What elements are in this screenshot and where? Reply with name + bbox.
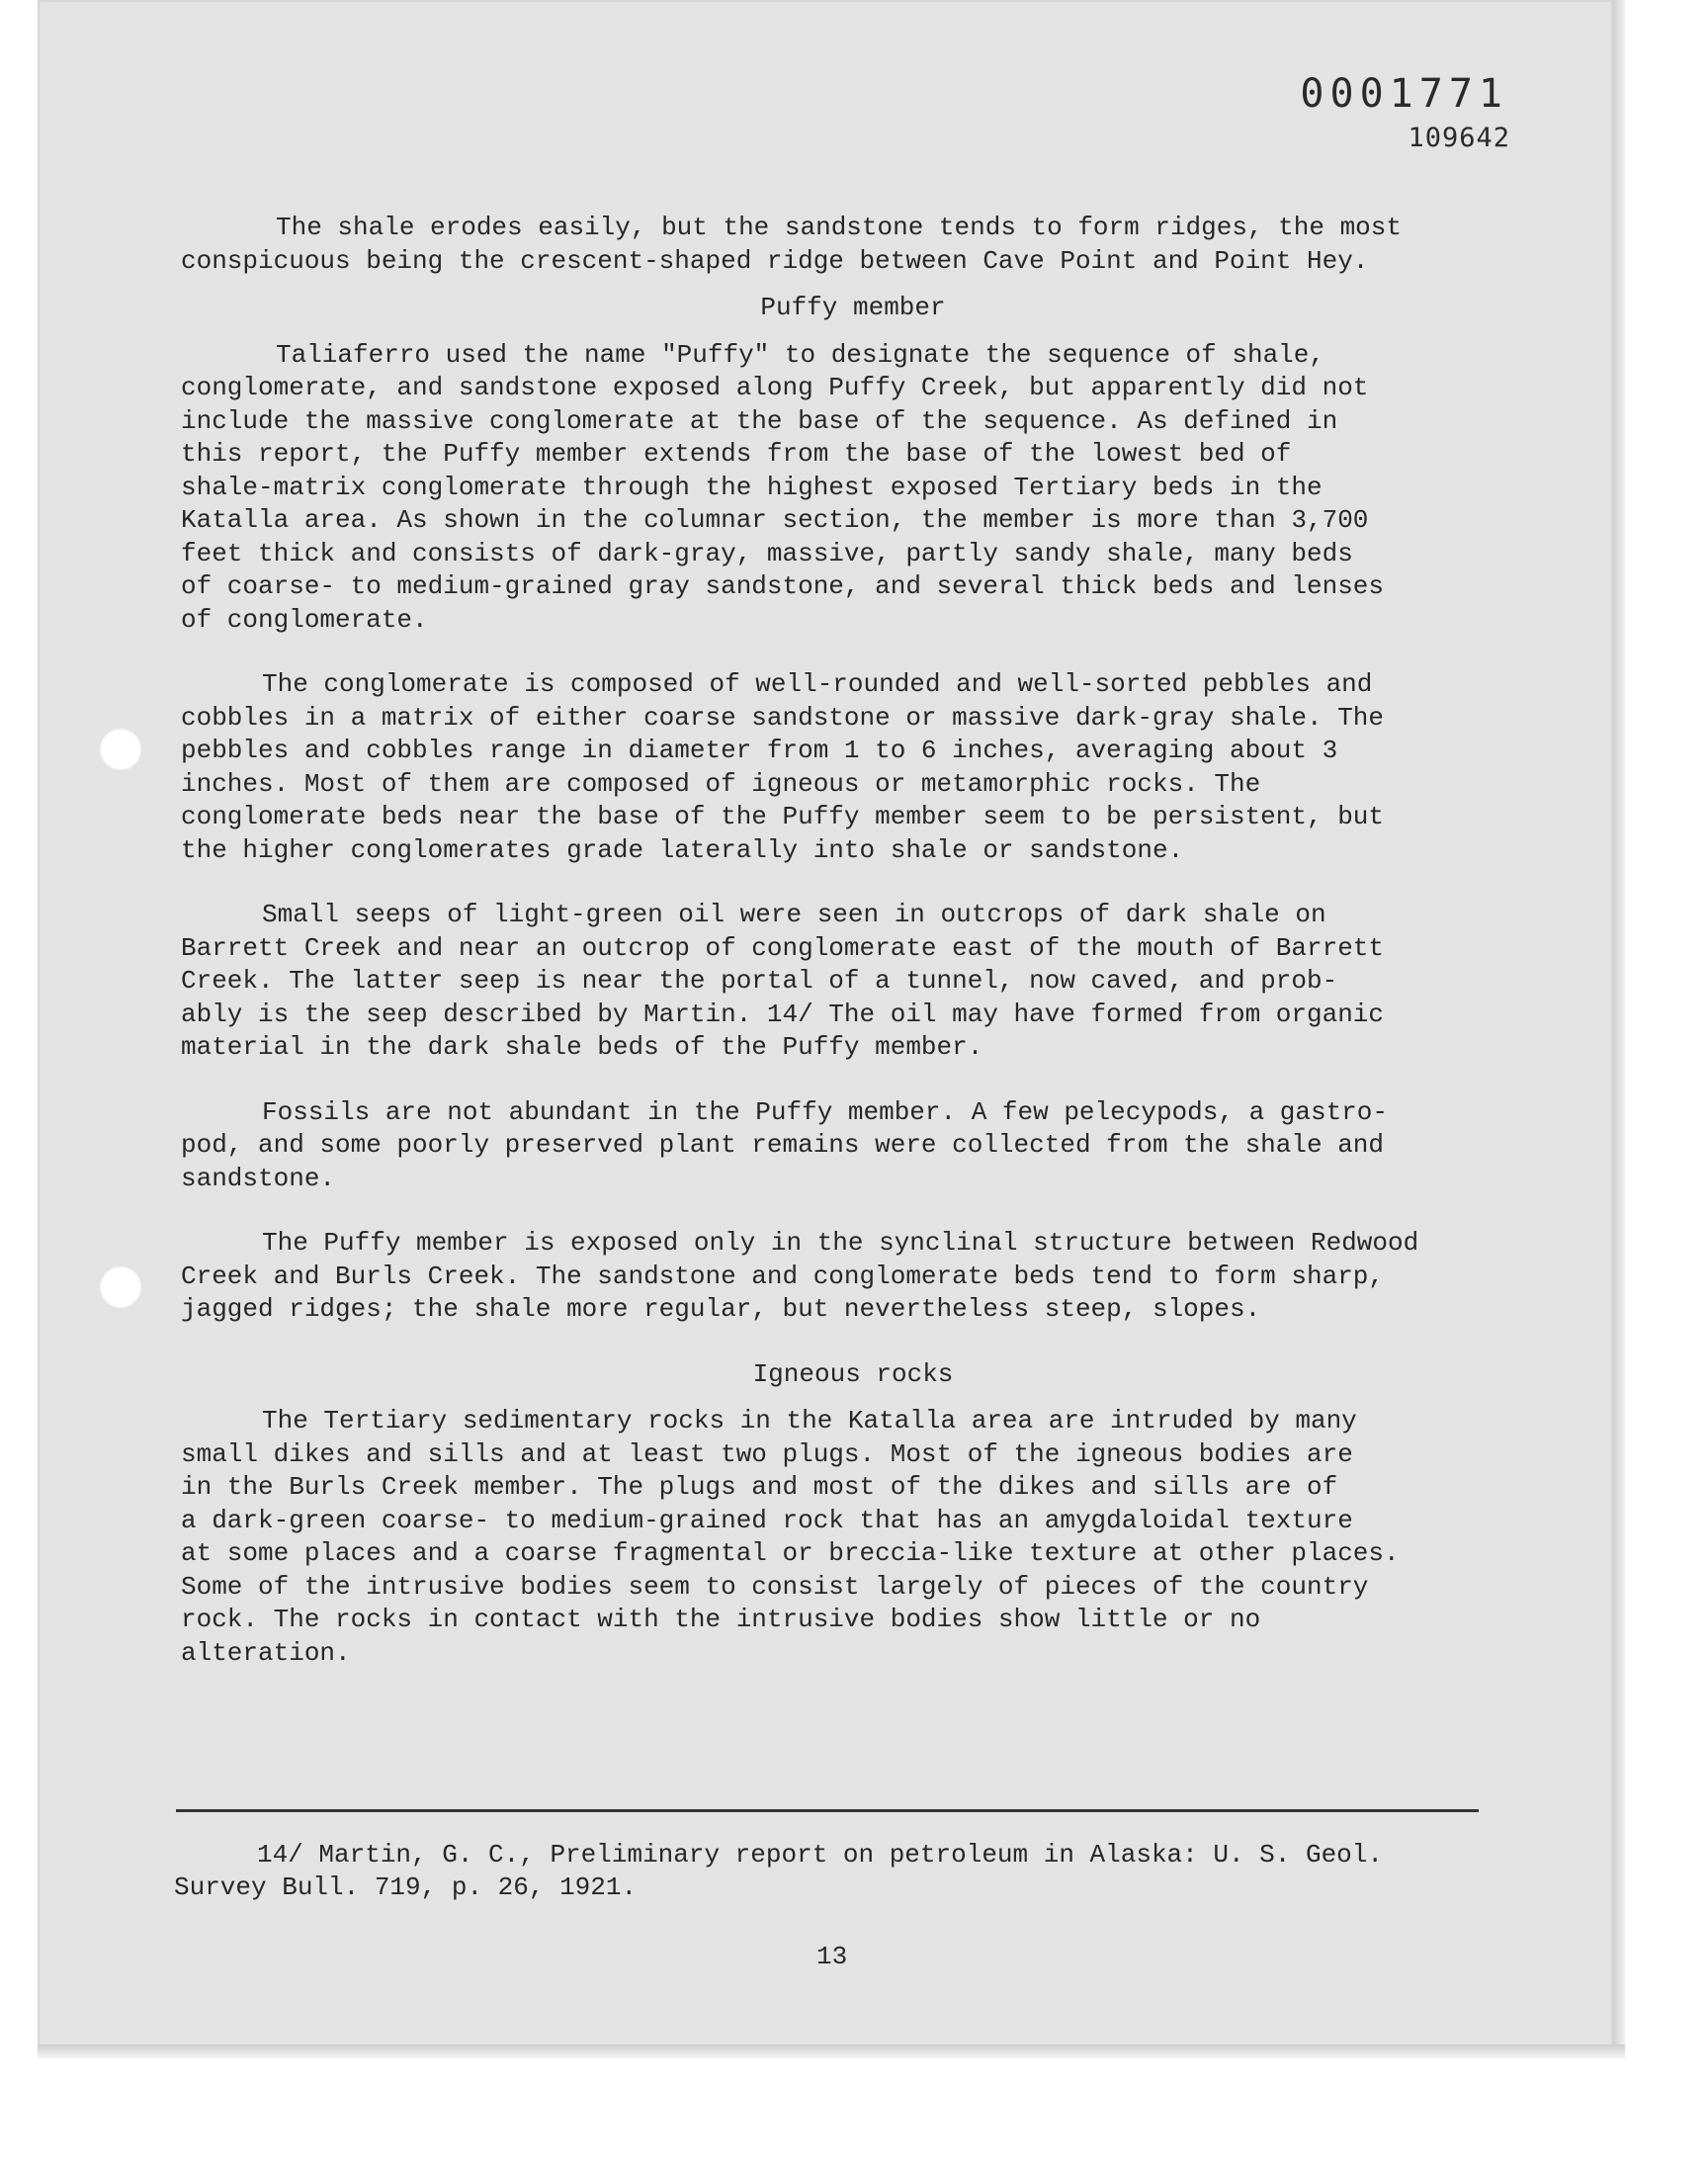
paragraph-shale-erosion: The shale erodes easily, but the sandstone tends to form ridges, the most conspicuous being the crescent-shaped ridge between Cave Point and Point Hey.: [181, 213, 1402, 276]
punch-hole-upper: [99, 728, 142, 771]
footnote-martin-reference: 14/ Martin, G. C., Preliminary report on petroleum in Alaska: U. S. Geol. Survey Bull. 719, p. 26, 1921.: [174, 1840, 1383, 1902]
paragraph-oil-seeps: Small seeps of light-green oil were seen in outcrops of dark shale on Barrett Creek and near an outcrop of conglomerate east of the mouth of Barrett Creek. The latter seep is near the portal of a tunnel, now caved, and prob- ably is the seep described by Martin. 14/ The oil may have formed from organic material in the dark shale beds of the Puffy member.: [181, 900, 1384, 1062]
paragraph-conglomerate: The conglomerate is composed of well-rounded and well-sorted pebbles and cobbles in a matrix of either coarse sandstone or massive dark-gray shale. The pebbles and cobbles range in diameter from 1 to 6 inches, averaging about 3 inches. Most of them are composed of igneous or metamorphic rocks. The conglomerate beds near the base of the Puffy member seem to be persistent, but the higher conglomerates grade laterally into shale or sandstone.: [181, 669, 1384, 865]
paper-edge-shadow-bottom: [38, 2044, 1625, 2058]
paragraph-igneous-intrusions: The Tertiary sedimentary rocks in the Katalla area are intruded by many small dikes and sills and at least two plugs. Most of the igneous bodies are in the Burls Creek member. The plugs and most of the dikes and sills are of a dark-green coarse- to medium-grained rock that has an amygdaloidal texture at some places and a coarse fragmental or breccia-like texture at other places. Some of the intrusive bodies seem to consist largely of pieces of the country rock. The rocks in contact with the intrusive bodies show little or no alteration.: [181, 1406, 1400, 1668]
paragraph-puffy-definition: Taliaferro used the name "Puffy" to designate the sequence of shale, conglomerate, and sandstone exposed along Puffy Creek, but apparently did not include the massive conglomerate at the base of the sequence. As defined in this report, the Puffy member extends from the base of the lowest bed of shale-matrix conglomerate through the highest exposed Tertiary beds in the Katalla area. As shown in the columnar section, the member is more than 3,700 feet thick and consists of dark-gray, massive, partly sandy shale, many beds of coarse- to medium-grained gray sandstone, and several thick beds and lenses of conglomerate.: [181, 339, 1384, 635]
section-heading-puffy-member: Puffy member: [760, 293, 946, 322]
footnote-divider-line: [176, 1809, 1479, 1812]
file-number-stamp: 109642: [1408, 123, 1510, 153]
paragraph-exposure: The Puffy member is exposed only in the synclinal structure between Redwood Creek and Burls Creek. The sandstone and conglomerate beds tend to form sharp, jagged ridges; the shale more regular, but nevertheless steep, slopes.: [181, 1228, 1419, 1324]
section-heading-igneous-rocks: Igneous rocks: [752, 1358, 954, 1389]
paragraph-fossils: Fossils are not abundant in the Puffy member. A few pelecypods, a gastro- pod, and some poorly preserved plant remains were collected from the shale and sandstone.: [181, 1096, 1388, 1193]
paper-edge-shadow-right: [1613, 0, 1625, 2056]
document-body: [181, 212, 1505, 1670]
punch-hole-lower: [99, 1265, 142, 1309]
bates-number-stamp: 0001771: [1300, 71, 1508, 117]
page-number: 13: [816, 1942, 848, 1971]
